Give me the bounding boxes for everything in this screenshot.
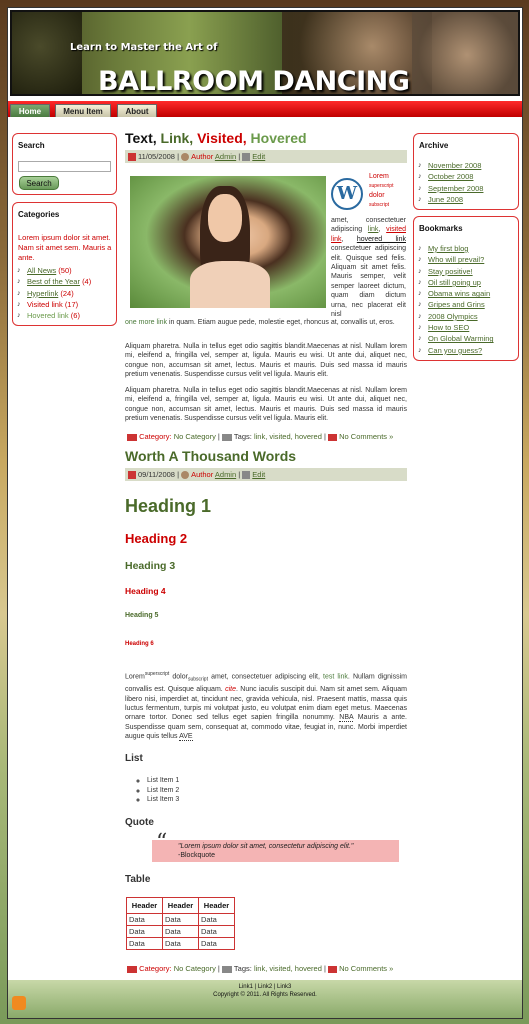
categories-heading: Categories [18, 210, 60, 219]
folder-icon [127, 966, 137, 973]
abbr-nba: NBA [339, 714, 354, 722]
bookmarks-list [417, 243, 517, 356]
quote-mark-icon: “ [156, 830, 168, 855]
category-count: (6) [70, 311, 80, 321]
post-1-para-2: Aliquam pharetra. Nulla in tellus eget odio sagittis blandit.Maecenas at nisl. Nullam lorem mi, eleifend a, fringilla vel, semper at, ligula. Mauris eu wisi. Ut ante dui, aliquet nec, congue non, accumsan sit amet, lectus. Mauris et mauris. Duis sed massa id mauris pretium venenatis. Suspendisse cursus velit vel ligula. Mauris elit. [125, 343, 407, 379]
bookmark-item[interactable] [417, 266, 517, 277]
table-heading: Table [125, 874, 151, 885]
quote-text: "Lorem ipsum dolor sit amet, consectetur adipiscing elit." [178, 843, 354, 850]
footer-links[interactable]: Link1 | Link2 | Link3 [238, 984, 292, 990]
bookmark-item[interactable] [417, 311, 517, 322]
tags-label: Tags: [233, 432, 252, 441]
tags-links[interactable]: link, visited, hovered [253, 432, 322, 441]
site-footer [8, 980, 522, 1018]
comments-link[interactable]: No Comments » [339, 964, 394, 973]
category-item[interactable] [16, 265, 116, 276]
calendar-icon [128, 471, 136, 479]
category-link[interactable]: No Category [173, 432, 216, 441]
table-row [127, 938, 235, 950]
category-item[interactable] [16, 288, 116, 299]
folder-icon [127, 434, 137, 441]
bookmark-link[interactable]: Can you guess? [428, 345, 483, 355]
table-row [127, 914, 235, 926]
bookmark-item[interactable] [417, 333, 517, 344]
more-link[interactable]: one more link [125, 319, 168, 326]
visited-link[interactable]: visited link [331, 226, 406, 243]
float-lorem-text: Lorem [369, 173, 389, 180]
category-link[interactable]: Hovered link [27, 311, 69, 321]
comment-icon [328, 434, 337, 441]
bookmark-item[interactable] [417, 288, 517, 299]
calendar-icon [128, 153, 136, 161]
heading-6: Heading 6 [125, 641, 154, 647]
table-cell: Data [199, 938, 235, 950]
data-table [126, 897, 235, 950]
category-link[interactable]: Hyperlink [27, 288, 59, 298]
author-label: Author [191, 470, 214, 479]
header-photo-left [12, 12, 82, 96]
edit-link[interactable]: Edit [252, 470, 266, 479]
categories-box [12, 202, 117, 326]
search-box [12, 133, 117, 195]
edit-link[interactable]: Edit [252, 152, 266, 161]
table-cell: Data [199, 926, 235, 938]
text: in quam. Etiam augue pede, molestie eget, rhoncus at, convallis ut, eros. [168, 319, 395, 326]
post-date: 09/11/2008 [138, 470, 175, 479]
heading-5: Heading 5 [125, 612, 159, 619]
table-cell: Data [163, 938, 199, 950]
quote-source: -Blockquote [178, 852, 215, 859]
author-icon [181, 153, 189, 161]
table-cell: Data [163, 914, 199, 926]
list-item: ◦ List Item 1 [147, 776, 179, 786]
post-1-meta: 11/05/2008 | Author Admin | Edit [125, 150, 407, 163]
cite-text: cite [225, 686, 236, 694]
header-photo-right [412, 12, 520, 96]
category-link[interactable]: Best of the Year [27, 277, 80, 287]
table-cell: Data [127, 938, 163, 950]
archive-heading: Archive [419, 141, 449, 150]
footer-copyright: Copyright © 2011. All Rights Reserved. [213, 992, 317, 998]
category-count: (4) [82, 277, 92, 287]
table-cell: Data [127, 914, 163, 926]
bookmark-item[interactable] [417, 322, 517, 333]
category-label: Category: [139, 432, 172, 441]
category-label: Category: [139, 964, 172, 973]
archive-list [417, 160, 517, 205]
category-link[interactable]: Visited link [27, 299, 63, 309]
tag-icon [222, 434, 232, 441]
category-link[interactable]: All News [27, 266, 57, 275]
bookmark-item[interactable] [417, 254, 517, 265]
category-item[interactable] [16, 310, 116, 321]
title-visited[interactable]: Visited, [197, 130, 251, 146]
bookmark-link[interactable]: Obama wins again [428, 289, 491, 299]
float-dolor: dolor [369, 192, 385, 199]
category-item[interactable] [16, 276, 116, 287]
author-label: Author [191, 152, 214, 161]
post-1 [125, 130, 407, 163]
archive-link[interactable]: October 2008 [428, 172, 474, 182]
title-text: Text, [125, 130, 161, 146]
post-date: 11/05/2008 [138, 152, 175, 161]
site-tagline: Learn to Master the Art of [70, 42, 218, 53]
hovered-link[interactable]: hovered link [356, 235, 406, 243]
post-2-paragraph [125, 670, 407, 742]
superscript: superscript [144, 671, 170, 677]
categories-list [16, 265, 116, 321]
post-1-para-3: Aliquam pharetra. Nulla in tellus eget odio sagittis blandit.Maecenas at nisl. Nullam lorem mi, eleifend a, fringilla vel, semper at, ligula. Mauris eu wisi. Ut ante dui, aliquet nec, congue non, accumsan sit amet, lectus. Mauris et mauris. Duis sed massa id mauris pretium venenatis. Suspendisse cursus velit vel ligula. Mauris elit. [125, 387, 407, 423]
table-cell: Data [127, 926, 163, 938]
bookmark-link[interactable]: My first blog [428, 244, 469, 253]
post-2 [125, 448, 407, 481]
bookmark-link[interactable]: Oil still going up [428, 277, 481, 287]
archive-item[interactable] [417, 194, 517, 205]
bookmarks-box [413, 216, 519, 361]
quote-heading: Quote [125, 817, 154, 828]
float-lorem [369, 172, 393, 210]
text: Mauris a ante. Suspendisse quam sem, consequat at, commodo vitae, feugiat in, nunc. Morbi imperdiet augue quis tellus [125, 714, 408, 741]
table-row [127, 926, 235, 938]
post-1-para-1 [125, 318, 407, 327]
bookmark-link[interactable]: Who will prevail? [428, 255, 485, 265]
archive-box [413, 133, 519, 210]
portrait-face [208, 194, 242, 242]
text: . Nunc iaculis suscipit dui. Nam sit amet sem. Aliquam libero nisi, imperdiet at, tincidunt nec, gravida vehicula, nisl. Praesent mattis, massa quis luctus fermentum, turpis mi volutpat justo, eu volutpat enim diam eget metus. Maecenas ornare tortor. Donec sed tellus eget sapien fringilla nonummy. [125, 686, 407, 722]
archive-item[interactable] [417, 183, 517, 194]
edit-icon [242, 471, 250, 479]
comments-link[interactable]: No Comments » [339, 432, 394, 441]
comment-icon [328, 966, 337, 973]
bookmark-link[interactable]: How to SEO [428, 323, 470, 333]
wordpress-icon: W [331, 178, 363, 210]
test-link[interactable]: test link [323, 673, 348, 681]
category-link[interactable]: No Category [173, 964, 216, 973]
archive-link[interactable]: November 2008 [428, 161, 482, 170]
bookmark-link[interactable]: Stay positive! [428, 266, 473, 276]
post-2-meta: 09/11/2008 | Author Admin | Edit [125, 468, 407, 481]
table-header: Header [163, 898, 199, 914]
tag-icon [222, 966, 232, 973]
table-header: Header [127, 898, 163, 914]
text: consectetuer adipiscing elit. Quisque sed felis. Aliquam sit amet felis. Mauris semper, velit semper laoreet dictum, quam diam dictum urna, nec placerat elit nisl [331, 245, 406, 319]
nav-menu-item[interactable]: Menu Item [55, 104, 111, 117]
bookmark-link[interactable]: Gripes and Grins [428, 300, 485, 310]
author-link[interactable]: Admin [214, 470, 237, 479]
heading-3: Heading 3 [125, 560, 176, 572]
category-count: (24) [60, 288, 74, 298]
search-button[interactable]: Search [19, 176, 59, 190]
category-item[interactable] [16, 299, 116, 310]
text: amet, consectetuer adipiscing [331, 217, 406, 234]
category-count: (50) [58, 266, 72, 275]
post-1-footer: Category: No Category | Tags: link, visited, hovered | No Comments » [127, 432, 393, 441]
post-1-image [130, 176, 326, 308]
category-count: (17) [64, 299, 79, 309]
tags-label: Tags: [233, 964, 252, 973]
table-cell: Data [199, 914, 235, 926]
post-2-title[interactable]: Worth A Thousand Words [125, 448, 297, 464]
blockquote [152, 830, 399, 862]
list-heading: List [125, 753, 143, 764]
subscript: subscript [187, 676, 208, 683]
portrait-shoulders [190, 261, 270, 308]
edit-icon [242, 153, 250, 161]
post-1-title[interactable] [125, 130, 407, 146]
heading-2: Heading 2 [125, 531, 188, 546]
subscript: subscript [369, 202, 390, 208]
bookmark-item[interactable] [417, 345, 517, 356]
bookmarks-heading: Bookmarks [419, 224, 463, 233]
categories-intro: Lorem ipsum dolor sit amet. Nam sit amet sem. Mauris a ante. [18, 233, 112, 262]
tags-links[interactable]: link, visited, hovered [253, 964, 322, 973]
list-item: ◦ List Item 3 [147, 795, 179, 805]
site-title: BALLROOM DANCING [98, 66, 410, 96]
list-item: ◦ List Item 2 [147, 786, 179, 796]
sample-list [147, 776, 179, 805]
bookmark-link[interactable]: 2008 Olympics [428, 311, 478, 321]
heading-4: Heading 4 [125, 586, 166, 596]
rss-icon[interactable] [12, 996, 26, 1010]
post-2-footer: Category: No Category | Tags: link, visited, hovered | No Comments » [127, 964, 393, 973]
bookmark-item[interactable] [417, 243, 517, 254]
post-1-side-text: amet, consectetuer adipiscing link, visited link, hovered link consectetuer adipiscing elit. Quisque sed felis. Aliquam sit amet felis. Mauris semper, velit semper laoreet dictum, quam diam dictum urna, nec placerat elit nisl [331, 217, 406, 319]
text: amet, consectetuer adipiscing elit, [211, 673, 320, 681]
heading-1: Heading 1 [125, 496, 212, 516]
inline-link[interactable]: link [367, 226, 379, 234]
site-header [10, 10, 520, 96]
bookmark-link[interactable]: On Global Warming [428, 334, 494, 344]
table-header: Header [199, 898, 235, 914]
archive-link[interactable]: September 2008 [428, 183, 484, 193]
superscript: superscript [369, 183, 394, 189]
archive-item[interactable] [417, 160, 517, 171]
archive-item[interactable] [417, 171, 517, 182]
table-cell: Data [163, 926, 199, 938]
nav-about[interactable]: About [117, 104, 157, 117]
text: Lorem [125, 673, 145, 681]
bookmark-item[interactable] [417, 299, 517, 310]
search-heading: Search [18, 141, 45, 150]
nav-home[interactable]: Home [10, 104, 50, 117]
author-link[interactable]: Admin [214, 152, 237, 161]
title-hovered[interactable]: Hovered [250, 130, 307, 146]
bookmark-item[interactable] [417, 277, 517, 288]
acronym-ave: AVE [179, 733, 193, 741]
author-icon [181, 471, 189, 479]
text: dolor [172, 673, 188, 681]
archive-link[interactable]: June 2008 [428, 194, 464, 204]
title-link[interactable]: Link, [160, 130, 198, 146]
search-input[interactable] [18, 161, 111, 172]
text: . Nullam dignissim convallis est. Quisque aliquam. [125, 673, 407, 694]
